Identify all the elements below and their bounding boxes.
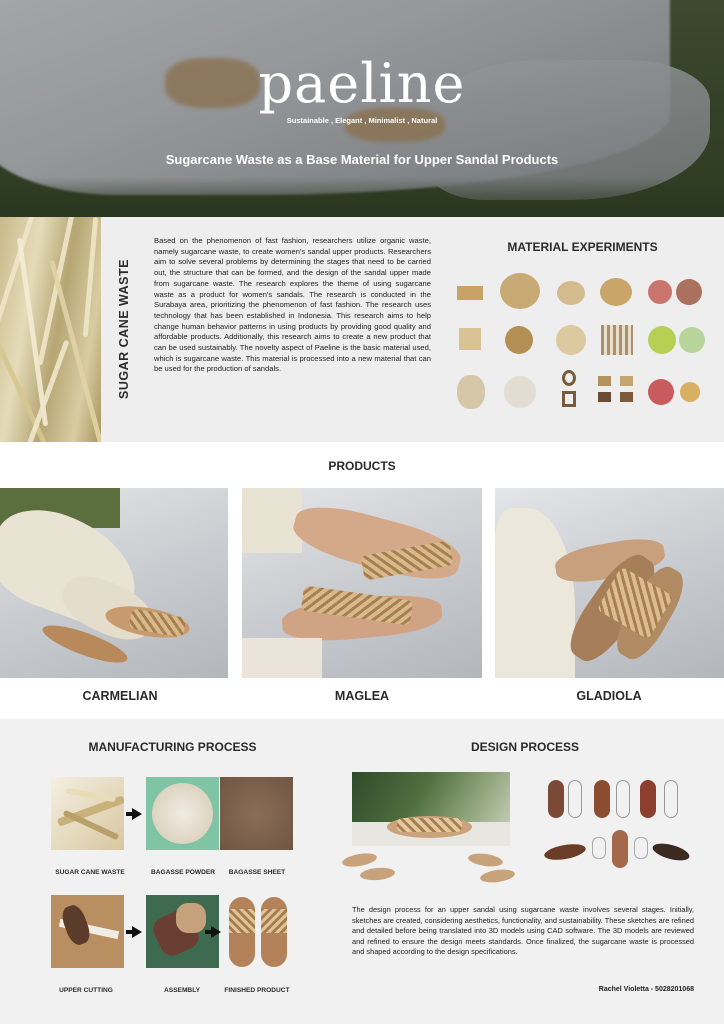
material-sample [600, 278, 632, 306]
sandal-sketches [542, 775, 692, 875]
material-sample [500, 273, 540, 309]
material-sample [676, 279, 702, 305]
material-sample [457, 286, 483, 300]
bagasse-sheet-photo [220, 777, 293, 850]
material-sample [457, 375, 485, 409]
poster-title: Sugarcane Waste as a Base Material for Upper Sandal Products [165, 152, 559, 167]
design-process-description: The design process for an upper sandal using sugarcane waste involves several stages. Initially, sketches are created, considering aesthetics, functionality, and sustainability. These sketches are refined and detailed before being translated into 3D models using CAD software. The 3D models are reviewed and refined to ensure the design meets standards. Once finalized, the sugarcane waste is processed and shaped according to the design specifications. [352, 905, 694, 956]
product-photo-maglea [242, 488, 482, 678]
material-sample [504, 376, 536, 408]
material-samples-grid [455, 270, 705, 418]
brand-tagline: Sustainable , Elegant , Minimalist , Natural [286, 116, 438, 125]
design-process-title: DESIGN PROCESS [470, 740, 580, 754]
product-name: CARMELIAN [82, 689, 158, 703]
product-photo-gladiola [495, 488, 724, 678]
material-sample [620, 392, 633, 402]
upper-cutting-photo [51, 895, 124, 968]
material-sample [562, 370, 576, 386]
sandal-sketch-row [340, 848, 520, 888]
step-label: BAGASSE POWDER [150, 869, 216, 876]
material-sample [505, 326, 533, 354]
finished-product-photo [221, 895, 294, 968]
material-sample [680, 382, 700, 402]
arrow-right-icon [132, 926, 142, 938]
product-photo-carmelian [0, 488, 228, 678]
material-sample [557, 281, 585, 305]
step-label: FINISHED PRODUCT [224, 987, 290, 994]
sugar-cane-photo [0, 217, 101, 442]
material-sample [648, 280, 672, 304]
sugar-cane-vertical-label: SUGAR CANE WASTE [117, 259, 131, 399]
material-sample [648, 379, 674, 405]
manufacturing-title: MANUFACTURING PROCESS [88, 740, 257, 754]
bagasse-powder-photo [146, 777, 219, 850]
brand-logo: paeline [258, 52, 466, 115]
product-name: MAGLEA [334, 689, 390, 703]
material-sample [648, 326, 676, 354]
material-sample [556, 325, 586, 355]
material-experiments-title: MATERIAL EXPERIMENTS [507, 240, 658, 254]
arrow-right-icon [211, 926, 221, 938]
design-render-photo [352, 772, 510, 846]
research-description: Based on the phenomenon of fast fashion, researchers utilize organic waste, namely sugarcane waste, to create women's sandal upper products. Researchers aim to solve several problems by determining the stages that need to be carried out, the structure that can be formed, and the design of the sandal upper made from sugarcane waste. The research explores the theme of using sugarcane waste as a product for women's sandals. The research is conducted in the Surabaya area, prioritizing the phenomenon of fast fashion. The research uses technology that has been established in Indonesia. This research aims to help change human behavior patterns in using products by providing good quality and affordable products. Additionally, this research aims to create a new product that can be used sustainably. The novelty aspect of Paeline is the basic material used, which is sugarcane waste. This material is processed into a new material that can be used for the production of sandals. [154, 236, 431, 374]
step-label: ASSEMBLY [163, 987, 201, 994]
material-sample [601, 325, 633, 355]
material-sample [562, 391, 576, 407]
material-sample [598, 392, 611, 402]
material-sample [459, 328, 481, 350]
hero-banner [0, 0, 724, 217]
material-sample [620, 376, 633, 386]
product-name: GLADIOLA [576, 689, 642, 703]
author-credit: Rachel Violetta - 5028201068 [598, 986, 694, 993]
sugar-cane-waste-photo [51, 777, 124, 850]
material-sample [679, 327, 705, 353]
material-sample [598, 376, 611, 386]
step-label: BAGASSE SHEET [228, 869, 286, 876]
arrow-right-icon [132, 808, 142, 820]
step-label: UPPER CUTTING [59, 987, 113, 994]
step-label: SUGAR CANE WASTE [55, 869, 125, 876]
products-title: PRODUCTS [328, 459, 396, 473]
